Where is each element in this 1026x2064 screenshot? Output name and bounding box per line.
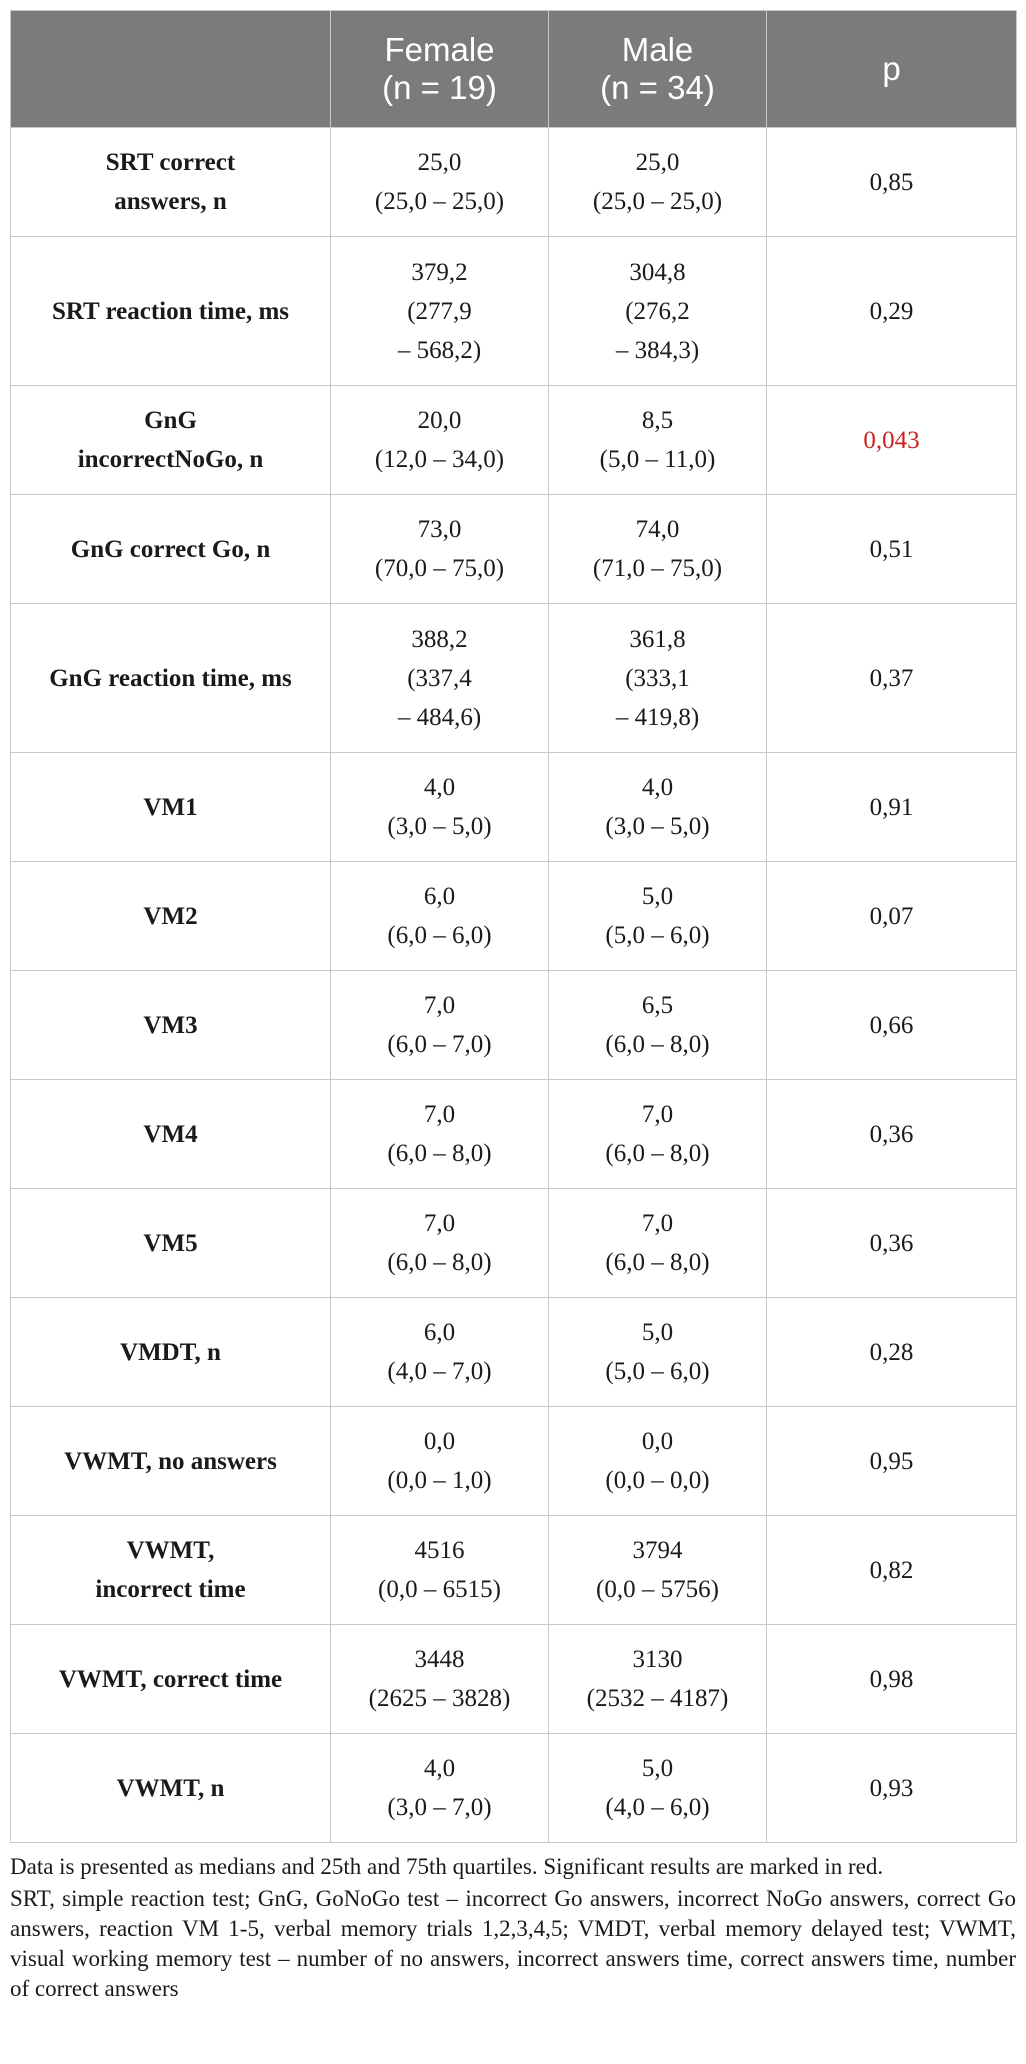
- cell-line: (6,0 – 7,0): [387, 1031, 492, 1058]
- cell-line: SRT reaction time, ms: [51, 297, 290, 325]
- cell-male: [549, 237, 767, 386]
- cell-line: (3,0 – 5,0): [387, 813, 492, 840]
- cell-line: (2532 – 4187): [586, 1685, 729, 1712]
- cell-female: [331, 604, 549, 753]
- cell-line: answers, n: [114, 188, 227, 215]
- table-body: [11, 128, 1017, 1843]
- cell-line: 3794: [632, 1537, 683, 1564]
- cell-line: (2625 – 3828): [368, 1685, 511, 1712]
- p-value: 0,37: [869, 664, 914, 692]
- p-value: 0,36: [869, 1120, 914, 1148]
- cell-p: [767, 386, 1017, 495]
- cell-line: (4,0 – 6,0): [605, 1794, 710, 1821]
- cell-male: [549, 386, 767, 495]
- cell-female: [331, 237, 549, 386]
- cell-line: (70,0 – 75,0): [374, 555, 505, 582]
- column-header-line: (n = 19): [382, 69, 497, 106]
- cell-line: (6,0 – 8,0): [605, 1031, 710, 1058]
- cell-line: 3448: [414, 1646, 465, 1673]
- cell-male: [549, 1189, 767, 1298]
- cell-line: SRT correct: [105, 149, 236, 176]
- cell-line: VWMT,: [126, 1537, 215, 1564]
- cell-female: [331, 495, 549, 604]
- cell-line: 20,0: [417, 407, 462, 434]
- cell-line: 6,0: [423, 883, 456, 910]
- cell-line: (276,2: [625, 297, 690, 325]
- cell-label: [11, 1189, 331, 1298]
- cell-line: 6,5: [641, 992, 674, 1019]
- table-row: [11, 386, 1017, 495]
- cell-female: [331, 1298, 549, 1407]
- cell-line: (6,0 – 8,0): [387, 1249, 492, 1276]
- header-row: [11, 11, 1017, 128]
- table-row: [11, 1625, 1017, 1734]
- cell-line: 7,0: [423, 992, 456, 1019]
- cell-p: [767, 862, 1017, 971]
- column-header-line: Female: [384, 31, 495, 68]
- table-row: [11, 862, 1017, 971]
- cell-line: VM3: [143, 1011, 198, 1039]
- cell-line: incorrectNoGo, n: [77, 446, 264, 473]
- cell-line: 0,0: [423, 1428, 456, 1455]
- cell-line: (0,0 – 5756): [596, 1576, 719, 1603]
- cell-label: [11, 971, 331, 1080]
- cell-male: [549, 862, 767, 971]
- cell-line: 74,0: [635, 516, 680, 543]
- p-value: 0,82: [869, 1556, 914, 1584]
- cell-p: [767, 604, 1017, 753]
- cell-label: [11, 1625, 331, 1734]
- p-value: 0,98: [869, 1665, 914, 1693]
- cell-line: (25,0 – 25,0): [592, 188, 723, 215]
- cell-line: 4,0: [423, 774, 456, 801]
- cell-line: – 384,3): [615, 336, 700, 364]
- cell-line: GnG reaction time, ms: [49, 664, 292, 692]
- footnote-abbreviations: SRT, simple reaction test; GnG, GoNoGo test – incorrect Go answers, incorrect NoGo answers, correct Go answers, reaction VM 1-5, verbal memory trials 1,2,3,4,5; VMDT, verbal memory delayed test; VWMT, visual working memory test – number of no answers, incorrect answers time, correct answers time, number of correct answers: [10, 1886, 1016, 2001]
- cell-male: [549, 1516, 767, 1625]
- table-footnotes: [10, 1852, 1016, 2006]
- cell-female: [331, 862, 549, 971]
- table-row: [11, 1080, 1017, 1189]
- cell-line: 5,0: [641, 883, 674, 910]
- column-header-line: (n = 34): [600, 69, 715, 106]
- cell-line: 388,2: [411, 625, 468, 653]
- cell-p: [767, 1407, 1017, 1516]
- footnote-data-presentation: Data is presented as medians and 25th and 75th quartiles. Significant results are marked in red.: [10, 1854, 884, 1879]
- p-value: 0,95: [869, 1447, 914, 1475]
- p-value: 0,28: [869, 1338, 914, 1366]
- cell-label: [11, 1407, 331, 1516]
- cell-label: [11, 128, 331, 237]
- p-value: 0,85: [869, 168, 914, 196]
- p-value: 0,51: [869, 535, 914, 563]
- column-header-line: p: [882, 50, 901, 87]
- table-row: [11, 604, 1017, 753]
- cell-p: [767, 237, 1017, 386]
- cell-line: 7,0: [641, 1101, 674, 1128]
- cell-line: 4,0: [641, 774, 674, 801]
- cell-male: [549, 1407, 767, 1516]
- column-header-female: [331, 11, 549, 128]
- table-row: [11, 237, 1017, 386]
- cell-male: [549, 1298, 767, 1407]
- cell-label: [11, 237, 331, 386]
- cell-line: 0,0: [641, 1428, 674, 1455]
- cell-line: 7,0: [423, 1210, 456, 1237]
- p-value: 0,66: [869, 1011, 914, 1039]
- cell-line: (6,0 – 8,0): [605, 1249, 710, 1276]
- cell-line: (71,0 – 75,0): [592, 555, 723, 582]
- table-row: [11, 971, 1017, 1080]
- cell-line: 361,8: [629, 625, 686, 653]
- cell-line: 3130: [632, 1646, 683, 1673]
- cell-line: 73,0: [417, 516, 462, 543]
- cell-label: [11, 1080, 331, 1189]
- cell-female: [331, 753, 549, 862]
- cell-female: [331, 1407, 549, 1516]
- cell-female: [331, 1625, 549, 1734]
- cell-p: [767, 1625, 1017, 1734]
- cell-label: [11, 753, 331, 862]
- cell-label: [11, 862, 331, 971]
- cell-line: – 484,6): [397, 703, 482, 731]
- table-row: [11, 753, 1017, 862]
- cell-line: 4516: [414, 1537, 465, 1564]
- cell-male: [549, 753, 767, 862]
- cell-line: (6,0 – 6,0): [387, 922, 492, 949]
- p-value: 0,043: [863, 426, 920, 454]
- results-table-container: [10, 10, 1016, 1843]
- cell-line: 7,0: [423, 1101, 456, 1128]
- cell-male: [549, 495, 767, 604]
- cell-label: [11, 604, 331, 753]
- cell-male: [549, 1625, 767, 1734]
- table-row: [11, 1407, 1017, 1516]
- cell-p: [767, 753, 1017, 862]
- cell-line: (25,0 – 25,0): [374, 188, 505, 215]
- results-table: [10, 10, 1017, 1843]
- cell-line: VM1: [143, 793, 198, 821]
- cell-female: [331, 1189, 549, 1298]
- cell-label: [11, 495, 331, 604]
- cell-line: – 419,8): [615, 703, 700, 731]
- column-header-line: Male: [621, 31, 694, 68]
- p-value: 0,93: [869, 1774, 914, 1802]
- cell-male: [549, 1080, 767, 1189]
- cell-line: (277,9: [407, 297, 472, 325]
- cell-label: [11, 1298, 331, 1407]
- cell-line: (3,0 – 5,0): [605, 813, 710, 840]
- table-header: [11, 11, 1017, 128]
- cell-label: [11, 386, 331, 495]
- cell-p: [767, 1298, 1017, 1407]
- cell-male: [549, 971, 767, 1080]
- p-value: 0,36: [869, 1229, 914, 1257]
- cell-male: [549, 604, 767, 753]
- cell-p: [767, 495, 1017, 604]
- cell-line: 7,0: [641, 1210, 674, 1237]
- table-row: [11, 1298, 1017, 1407]
- cell-female: [331, 386, 549, 495]
- cell-female: [331, 1080, 549, 1189]
- cell-line: (6,0 – 8,0): [387, 1140, 492, 1167]
- column-header-variable: [11, 11, 331, 128]
- cell-line: (333,1: [625, 664, 690, 692]
- table-row: [11, 1516, 1017, 1625]
- cell-line: (5,0 – 11,0): [599, 446, 716, 473]
- cell-line: VM5: [143, 1229, 198, 1257]
- cell-p: [767, 128, 1017, 237]
- cell-line: (6,0 – 8,0): [605, 1140, 710, 1167]
- cell-line: (4,0 – 7,0): [387, 1358, 492, 1385]
- cell-male: [549, 128, 767, 237]
- cell-line: GnG correct Go, n: [70, 535, 271, 563]
- cell-line: (12,0 – 34,0): [374, 446, 505, 473]
- table-row: [11, 1734, 1017, 1843]
- table-row: [11, 495, 1017, 604]
- table-row: [11, 128, 1017, 237]
- cell-label: [11, 1734, 331, 1843]
- cell-female: [331, 971, 549, 1080]
- cell-label: [11, 1516, 331, 1625]
- cell-p: [767, 1080, 1017, 1189]
- cell-line: incorrect time: [95, 1576, 246, 1603]
- cell-line: (0,0 – 1,0): [387, 1467, 492, 1494]
- cell-line: VWMT, n: [116, 1774, 225, 1802]
- table-row: [11, 1189, 1017, 1298]
- p-value: 0,29: [869, 297, 914, 325]
- cell-line: VM2: [143, 902, 198, 930]
- cell-line: VMDT, n: [120, 1338, 221, 1366]
- cell-line: 379,2: [411, 258, 468, 286]
- cell-p: [767, 971, 1017, 1080]
- cell-line: 304,8: [629, 258, 686, 286]
- cell-line: (5,0 – 6,0): [605, 922, 710, 949]
- cell-line: 4,0: [423, 1755, 456, 1782]
- cell-female: [331, 1734, 549, 1843]
- cell-line: (5,0 – 6,0): [605, 1358, 710, 1385]
- cell-line: GnG: [144, 407, 197, 434]
- cell-female: [331, 1516, 549, 1625]
- cell-line: 5,0: [641, 1755, 674, 1782]
- cell-line: 6,0: [423, 1319, 456, 1346]
- cell-male: [549, 1734, 767, 1843]
- cell-p: [767, 1734, 1017, 1843]
- p-value: 0,91: [869, 793, 914, 821]
- cell-line: – 568,2): [397, 336, 482, 364]
- cell-female: [331, 128, 549, 237]
- cell-line: 5,0: [641, 1319, 674, 1346]
- column-header-p: [767, 11, 1017, 128]
- column-header-male: [549, 11, 767, 128]
- cell-line: (0,0 – 6515): [378, 1576, 501, 1603]
- cell-p: [767, 1516, 1017, 1625]
- cell-line: 25,0: [635, 149, 680, 176]
- cell-line: 25,0: [417, 149, 462, 176]
- cell-line: (3,0 – 7,0): [387, 1794, 492, 1821]
- cell-line: VM4: [143, 1120, 198, 1148]
- cell-p: [767, 1189, 1017, 1298]
- cell-line: (0,0 – 0,0): [605, 1467, 710, 1494]
- cell-line: VWMT, no answers: [64, 1447, 277, 1475]
- cell-line: VWMT, correct time: [58, 1665, 283, 1693]
- cell-line: (337,4: [407, 664, 472, 692]
- p-value: 0,07: [869, 902, 914, 930]
- cell-line: 8,5: [641, 407, 674, 434]
